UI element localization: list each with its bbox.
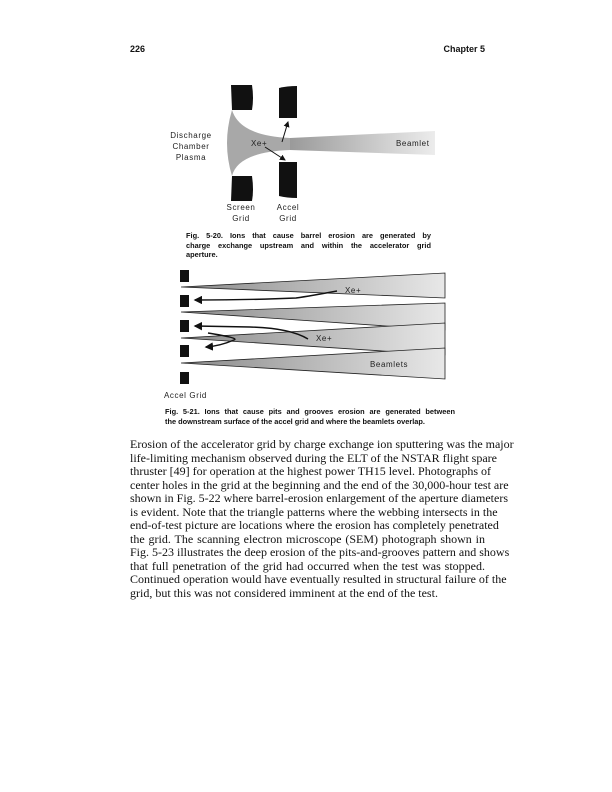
accel-grid-label: Accel <box>276 203 300 212</box>
caption-line: Fig. 5-21. Ions that cause pits and grooves erosion are generated between <box>165 407 455 416</box>
caption-line: aperture. <box>186 250 218 260</box>
caption-line: Fig. 5-20. Ions that cause barrel erosion are generated by <box>186 231 431 240</box>
accel-grid-label: Grid <box>279 214 297 223</box>
accel-grid-web <box>180 295 189 307</box>
caption-line: the downstream surface of the accel grid and where the beamlets overlap. <box>165 416 425 426</box>
text-line: Fig. 5-23 illustrates the deep erosion of the pits-and-grooves pattern and shows <box>130 545 510 559</box>
plasma-label: Discharge <box>170 131 212 140</box>
text-line: is evident. Note that the triangle patterns where the webbing intersects in the <box>130 504 498 519</box>
text-line: grid, but this was not considered imminent at the end of the test. <box>130 585 438 600</box>
text-line: end-of-test picture are locations where the erosion has completely penetrated <box>130 518 499 532</box>
figure-5-21-caption <box>165 407 455 426</box>
accel-grid-web <box>180 270 189 282</box>
text-line: shown in Fig. 5-22 where barrel-erosion enlargement of the aperture diameters <box>130 491 508 505</box>
screen-grid-label: Grid <box>232 214 250 223</box>
screen-grid-bottom <box>231 176 253 201</box>
accel-grid-web <box>180 345 189 357</box>
beamlet <box>181 273 445 298</box>
figure-5-21 <box>164 270 445 400</box>
page-number: 226 <box>130 44 146 54</box>
ion-label: Xe+ <box>345 286 362 295</box>
accel-grid-web <box>180 320 189 332</box>
plasma-label: Plasma <box>175 153 207 162</box>
plasma-label: Chamber <box>172 142 210 151</box>
accel-grid-label: Accel Grid <box>164 391 207 400</box>
text-line: life-limiting mechanism observed during the ELT of the NSTAR flight spare <box>130 450 497 465</box>
chapter-title: Chapter 5 <box>443 44 485 54</box>
beamlet-label: Beamlet <box>396 139 430 148</box>
text-line: thruster [49] for operation at the highest power TH15 level. Photographs of <box>130 464 492 478</box>
accel-grid-bottom <box>279 162 297 198</box>
ion-label: Xe+ <box>316 334 333 343</box>
accel-grid-web <box>180 372 189 384</box>
text-line: the grid. The scanning electron microscope (SEM) photograph shown in <box>130 531 485 546</box>
text-line: center holes in the grid at the beginning and the end of the 30,000-hour test are <box>130 477 509 492</box>
body-paragraph <box>130 437 514 600</box>
figure-5-20 <box>170 85 435 223</box>
beamlets-label: Beamlets <box>370 360 409 369</box>
caption-line: charge exchange upstream and within the accelerator grid <box>186 240 431 250</box>
text-line: that full penetration of the grid had occurred when the test was stopped. <box>130 558 485 573</box>
ion-label: Xe+ <box>251 139 268 148</box>
screen-grid-top <box>231 85 253 110</box>
accel-grid-top <box>279 86 297 118</box>
text-line: Erosion of the accelerator grid by charge exchange ion sputtering was the major <box>130 437 514 451</box>
figure-5-20-caption <box>186 231 431 260</box>
text-line: Continued operation would have eventually resulted in structural failure of the <box>130 572 507 586</box>
screen-grid-label: Screen <box>226 203 256 212</box>
